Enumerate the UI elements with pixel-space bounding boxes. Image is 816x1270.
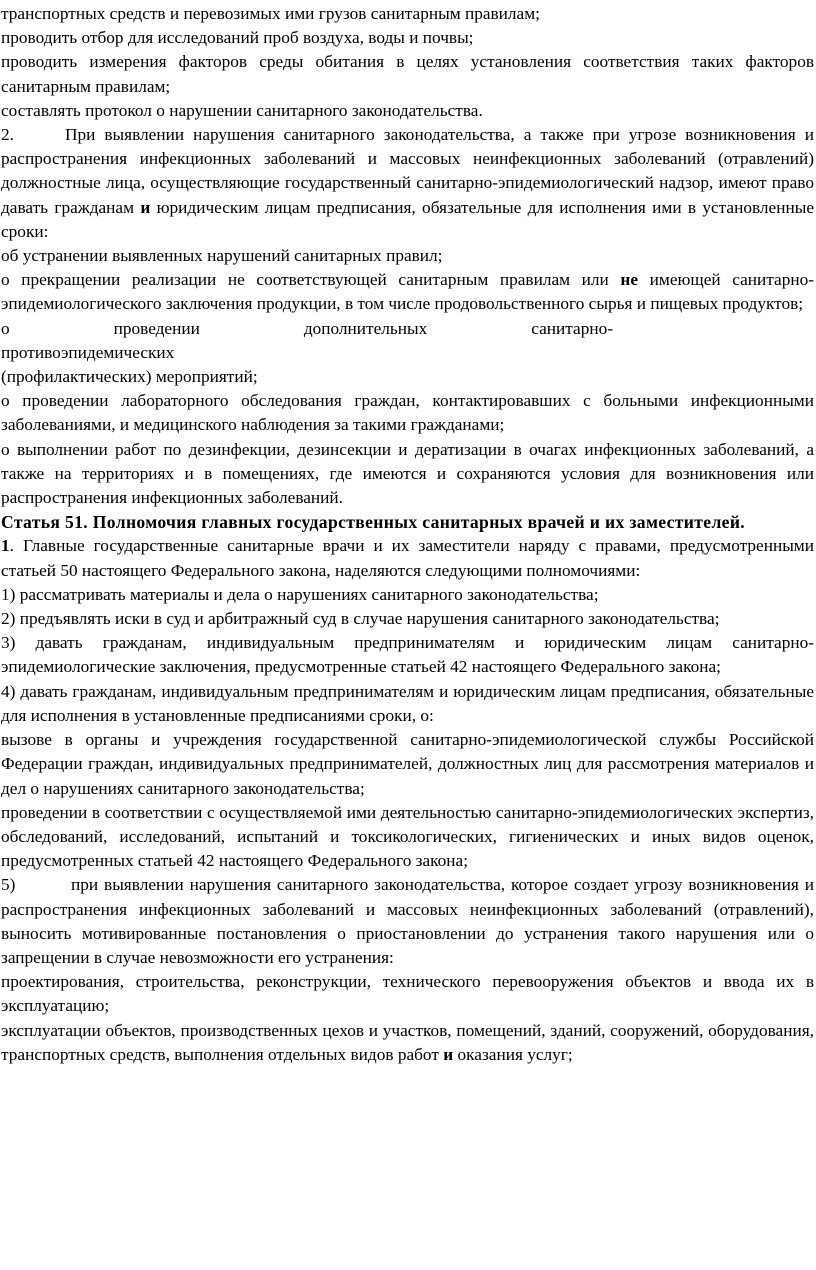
list-item	[1, 873, 814, 970]
list-item: 2) предъявлять иски в суд и арбитражный суд в случае нарушения санитарного законодательства;	[1, 609, 720, 629]
paragraph: об устранении выявленных нарушений санитарных правил;	[1, 246, 443, 266]
paragraph-text: о проведении дополнительных санитарно-	[1, 318, 613, 338]
paragraph-split: противоэпидемических	[1, 342, 175, 362]
bold-text: не	[620, 270, 639, 290]
paragraph: проводить отбор для исследований проб воздуха, воды и почвы;	[1, 28, 474, 48]
bold-text: и	[443, 1044, 454, 1064]
list-item: 1) рассматривать материалы и дела о нарушениях санитарного законодательства;	[1, 584, 599, 604]
paragraph: проводить измерения факторов среды обитания в целях установления соответствия таких факторов санитарным правилам;	[1, 52, 814, 96]
paragraph-item-1	[1, 534, 814, 582]
paragraph-text: При выявлении нарушения санитарного законодательства, а также при угрозе возникновения и распространения инфекционных заболеваний и массовых неинфекционных заболеваний (отравлений) должностные лица, осуществляющие государственный санитарно-эпидемиологический надзор, имеют право давать гражданам	[1, 125, 814, 217]
paragraph-item-2	[1, 123, 814, 244]
article-heading: Статья 51. Полномочия главных государственных санитарных врачей и их заместителей.	[1, 512, 746, 533]
paragraph-text: эксплуатации объектов, производственных цехов и участков, помещений, зданий, сооружений, оборудования, транспортных средств, выполнения отдельных видов работ	[1, 1020, 814, 1064]
bold-text: и	[140, 197, 151, 217]
item-number: 5)	[1, 875, 16, 895]
paragraph-text: . Главные государственные санитарные врачи и их заместители наряду с правами, предусмотренными статьей 50 настоящего Федерального закона, наделяются следующими полномочиями:	[1, 536, 814, 580]
paragraph-text: юридическим лицам предписания, обязательные для исполнения ими в установленные сроки:	[1, 197, 814, 241]
paragraph	[1, 268, 814, 316]
list-item: 4) давать гражданам, индивидуальным предпринимателям и юридическим лицам предписания, обязательные для исполнения в установленные предписаниями сроки, о:	[1, 681, 814, 725]
item-number: 2.	[1, 125, 14, 145]
paragraph: составлять протокол о нарушении санитарного законодательства.	[1, 100, 483, 120]
item-number: 1	[1, 536, 10, 556]
list-item: 3) давать гражданам, индивидуальным предпринимателям и юридическим лицам санитарно-эпидемиологические заключения, предусмотренные статьей 42 настоящего Федерального закона;	[1, 633, 814, 677]
paragraph: о проведении лабораторного обследования граждан, контактировавших с больными инфекционными заболеваниями, и медицинского наблюдения за такими гражданами;	[1, 391, 814, 435]
paragraph-split	[1, 317, 613, 341]
paragraph	[1, 1019, 814, 1067]
paragraph: проектирования, строительства, реконструкции, технического перевооружения объектов и ввода их в эксплуатацию;	[1, 972, 814, 1016]
paragraph-text: при выявлении нарушения санитарного законодательства, которое создает угрозу возникновения и распространения инфекционных заболеваний и массовых неинфекционных заболеваний (отравлений), выносить мотивированные постановления о приостановлении до устранения такого нарушения или о запрещении в случае невозможности его устранения:	[1, 875, 814, 967]
paragraph-text: о прекращении реализации не соответствующей санитарным правилам или	[1, 270, 621, 290]
paragraph: транспортных средств и перевозимых ими грузов санитарным правилам;	[1, 4, 540, 23]
paragraph: вызове в органы и учреждения государственной санитарно-эпидемиологической службы Российской Федерации граждан, индивидуальных предпринимателей, должностных лиц для рассмотрения материалов и дел о нарушениях санитарного законодательства;	[1, 730, 814, 798]
document-page	[1, 2, 814, 1067]
paragraph-text: имеющей санитарно-эпидемиологического заключения продукции, в том числе продовольственного сырья и пищевых продуктов;	[1, 270, 814, 314]
paragraph: проведении в соответствии с осуществляемой ими деятельностью санитарно-эпидемиологических экспертиз, обследований, исследований, испытаний и токсикологических, гигиенических и иных видов оценок, предусмотренных статьей 42 настоящего Федерального закона;	[1, 802, 814, 871]
paragraph-split: (профилактических) мероприятий;	[1, 367, 258, 387]
paragraph: о выполнении работ по дезинфекции, дезинсекции и дератизации в очагах инфекционных заболеваний, а также на территориях и в помещениях, где имеются и сохраняются условия для возникновения или распространения инфекционных заболеваний.	[1, 439, 814, 508]
paragraph-text: оказания услуг;	[453, 1044, 573, 1064]
